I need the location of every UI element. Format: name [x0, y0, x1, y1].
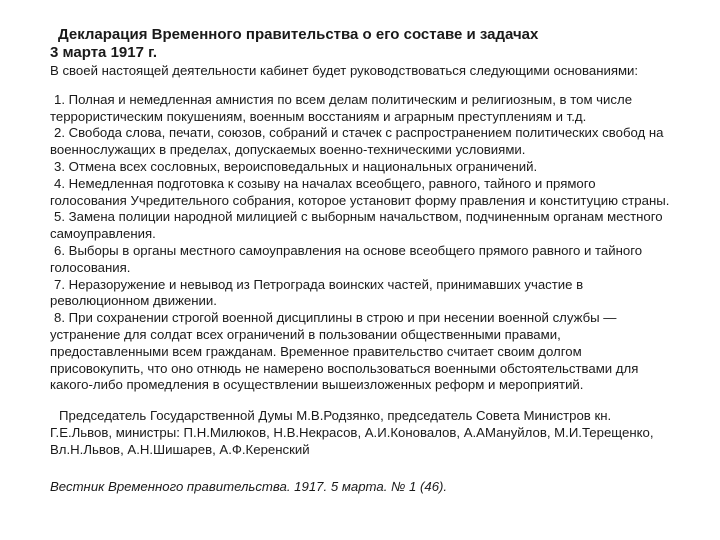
point-5: 5. Замена полиции народной милицией с выборным начальством, подчиненным органам местного самоуправления.: [50, 209, 663, 242]
point-1: 1. Полная и немедленная амнистия по всем делам политическим и религиозным, в том числе террористическим покушениям, военным восстаниям и аграрным преступлениям и т.д.: [50, 91, 633, 124]
point-3: 3. Отмена всех сословных, вероисповедальных и национальных ограничений.: [54, 158, 538, 174]
point-8: 8. При сохранении строгой военной дисциплины в строю и при несении военной службы — устранение для солдат всех ограничений в пользовании общественными правами, предоставленными всем гражданам. Временное правительство считает своим долгом присовокупить, что оно отнюдь не намерено воспользоваться военными обстоятельствами для какого-либо промедления в осуществлении вышеизложенных реформ и мероприятий.: [50, 310, 639, 393]
document: [50, 26, 675, 495]
point-6: 6. Выборы в органы местного самоуправления на основе всеобщего прямого равного и тайного голосования.: [50, 242, 643, 275]
point-2: 2. Свобода слова, печати, союзов, собраний и стачек с распространением политических свобод на военнослужащих в пределах, допускаемых военно-техническими условиями.: [50, 125, 664, 158]
document-date: 3 марта 1917 г.: [50, 44, 158, 61]
point-4: 4. Немедленная подготовка к созыву на началах всеобщего, равного, тайного и прямого голосования Учредительного собрания, которое установит форму правления и конституцию страны.: [50, 175, 670, 208]
point-7: 7. Неразоружение и невывод из Петрограда воинских частей, принимавших участие в революционном движении.: [50, 276, 584, 309]
document-title: Декларация Временного правительства о его составе и задачах: [58, 26, 539, 43]
source-citation: Вестник Временного правительства. 1917. 5 марта. № 1 (46).: [50, 478, 448, 494]
signatories-paragraph: Председатель Государственной Думы М.В.Родзянко, председатель Совета Министров кн. Г.Е.Львов, министры: П.Н.Милюков, Н.В.Некрасов, А.И.Коновалов, А.АМануйлов, М.И.Терещенко, Вл.Н.Львов, А.Н.Шишарев, А.Ф.Керенский: [50, 408, 654, 457]
intro-paragraph: В своей настоящей деятельности кабинет будет руководствоваться следующими основаниями:: [50, 63, 639, 78]
points-list: [50, 92, 675, 394]
